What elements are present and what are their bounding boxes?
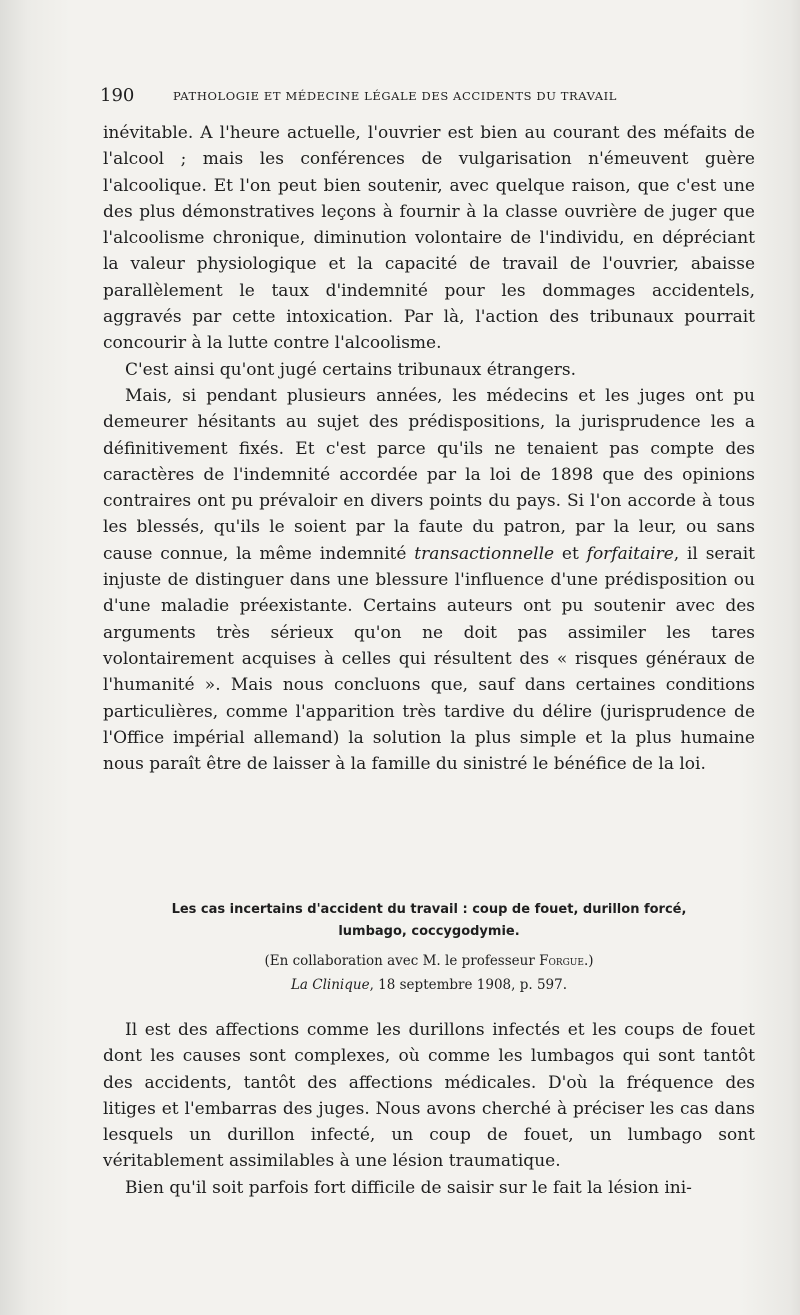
paragraph-3-part-1: Mais, si pendant plusieurs années, les médecins et les juges ont pu demeurer hésitants au sujet des prédispositions, la jurisprudence les a définitivement fixés. Et c'est parce qu'ils ne tenaient pas compte des caractères de l'indemnité accordée par la loi de 1898 que des opinions contraires ont pu prévaloir en divers points du pays. Si l'on accorde à tous les blessés, qu'ils le soient par la faute du patron, par la leur, ou sans cause connue, la même indemnité <box>103 385 755 564</box>
paragraph-2: C'est ainsi qu'ont jugé certains tribunaux étrangers. <box>125 359 577 380</box>
italic-transactionnelle: transactionnelle <box>414 543 555 564</box>
page-header <box>100 84 700 108</box>
running-title: PATHOLOGIE ET MÉDECINE LÉGALE DES ACCIDENTS DU TRAVAIL <box>173 89 618 103</box>
paragraph-3 <box>103 383 755 777</box>
paragraph-3-part-2: et <box>554 543 587 564</box>
paragraph-5: Bien qu'il soit parfois fort difficile de saisir sur le fait la lésion ini- <box>125 1177 692 1198</box>
journal-name: La Clinique <box>290 977 370 993</box>
collaboration-prefix: (En collaboration avec M. le professeur <box>264 953 540 969</box>
italic-forfaitaire: forfaitaire <box>586 543 674 564</box>
section-text <box>103 1017 755 1201</box>
collaboration-note <box>103 950 755 972</box>
section-heading-line-1: Les cas incertains d'accident du travail : coup de fouet, durillon forcé, <box>171 902 687 917</box>
paragraph-1: inévitable. A l'heure actuelle, l'ouvrier est bien au courant des méfaits de l'alcool ; mais les conférences de vulgarisation n'émeuvent guère l'alcoolique. Et l'on peut bien soutenir, avec quelque raison, que c'est une des plus démonstratives leçons à fournir à la classe ouvrière de juger que l'alcoolisme chronique, diminution volontaire de l'individu, en dépréciant la valeur physiologique et la capacité de travail de l'ouvrier, abaisse parallèlement le taux d'indemnité pour les dommages accidentels, aggravés par cette intoxication. Par là, l'action des tribunaux pourrait concourir à la lutte contre l'alcoolisme. <box>103 123 755 354</box>
paragraph-3-part-3: , il serait injuste de distinguer dans une blessure l'influence d'une prédisposition ou d'une maladie préexistante. Certains auteurs ont pu soutenir avec des arguments très sérieux qu'on ne doit pas assimiler les tares volontairement acquises à celles qui résultent des « risques généraux de l'humanité ». Mais nous concluons que, sauf dans certaines conditions particulières, comme l'apparition très tardive du délire (jurisprudence de l'Office impérial allemand) la solution la plus simple et la plus humaine nous paraît être de laisser à la famille du sinistré le bénéfice de la loi. <box>103 543 756 775</box>
source-citation <box>103 974 755 996</box>
collaborator-name: Forgue <box>539 953 584 969</box>
collaboration-suffix: .) <box>583 953 594 969</box>
section-heading-line-2: lumbago, coccygodymie. <box>338 924 520 939</box>
page-number: 190 <box>100 85 135 106</box>
citation-details: , 18 septembre 1908, p. 597. <box>369 977 568 993</box>
main-text <box>103 120 755 777</box>
paragraph-4: Il est des affections comme les durillons infectés et les coups de fouet dont les causes sont complexes, où comme les lumbagos qui sont tantôt des accidents, tantôt des affections médicales. D'où la fréquence des litiges et l'embarras des juges. Nous avons cherché à préciser les cas dans lesquels un durillon infecté, un coup de fouet, un lumbago sont véritablement assimilables à une lésion traumatique. <box>103 1020 755 1172</box>
section-heading <box>103 899 755 943</box>
